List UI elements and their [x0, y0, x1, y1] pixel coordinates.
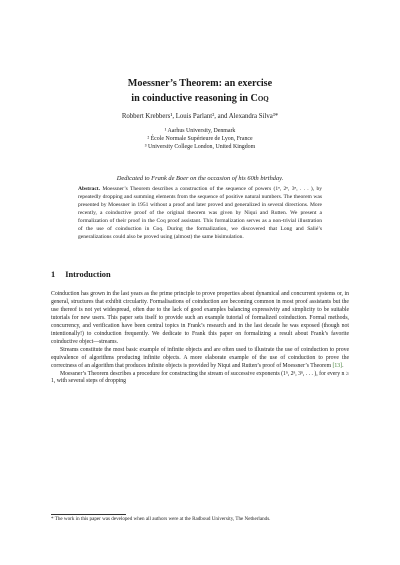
section-title: Introduction: [65, 270, 111, 279]
paragraph-2-text: Streams constitute the most basic example of infinite objects and are often used to illustrate the use of coinduction to prove equivalence of algorithms producing infinite objects. A more elaborate example of the use of coinduction to prove the correctness of an algorithm that produces infinite objects is provided by Niqui and Rutten’s proof of Moessner’s Theorem: [51, 346, 349, 369]
paragraph-1: Coinduction has grown in the last years as the prime principle to prove properties about dynamical and concurrent systems or, in general, structures that exhibit circularity. Formalisations of coinduction are becoming common in most proof assistants but the use thereof is not yet widespread, often due to the lack of good examples balancing expressivity and simplicity to be suitable tutorials for new users. This paper sets itself to provide such an example tutorial of formalized coinduction. Formal methods, concurrency, and verification have been central topics in Frank’s research and in the last decade he was exposed (though not intentionally!) to coinduction frequently. We dedicate to Frank this paper on formalizing a result about Frank’s favorite coinductive object—streams.: [51, 291, 349, 345]
abstract-label: Abstract.: [78, 186, 101, 192]
dedication: Dedicated to Frank de Boer on the occasion of his 60th birthday.: [116, 175, 284, 182]
paragraph-2-end: .: [342, 362, 344, 369]
author-list: Robbert Krebbers¹, Louis Parlant², and Alexandra Silva³*: [121, 113, 279, 120]
body-text: [51, 291, 349, 386]
paper-title-line-2: [40, 92, 360, 106]
abstract-text: Moessner’s Theorem describes a construction of the sequence of powers (1ⁿ, 2ⁿ, 3ⁿ, . . . ), by repeatedly dropping and summing elements from the sequence of positive natural numbers. The theorem was presented by Moessner in 1951 without a proof and later proved and generalized in several directions. More recently, a coinductive proof of the original theorem was given by Niqui and Rutten. We present a formalization of their proof in the Coq proof assistant. This formalization serves as a non-trivial illustration of the use of coinduction in Coq. During the formalization, we discovered that Long and Salié’s generalizations could also be proved using (almost) the same bisimulation.: [78, 186, 322, 240]
footnote-rule: [51, 514, 126, 515]
affiliation-2: ² École Normale Supérieure de Lyon, France: [147, 136, 253, 142]
section-heading: [51, 270, 121, 279]
affiliation-1: ¹ Aarhus University, Denmark: [164, 128, 236, 134]
paragraph-3: Moessner’s Theorem describes a procedure for constructing the stream of successive exponents (1ⁿ, 2ⁿ, 3ⁿ, . . . ), for every n ≥ 1, with several steps of dropping: [51, 370, 349, 385]
paper-title-line-1: Moessner’s Theorem: an exercise: [127, 78, 273, 89]
abstract: [78, 186, 322, 242]
footnote: * The work in this paper was developed when all authors were at the Radboud University, The Netherlands.: [51, 516, 271, 522]
title-coq: Coq: [250, 93, 269, 104]
section-number: 1: [51, 270, 56, 279]
paragraph-2: [51, 347, 349, 371]
affiliation-3: ³ University College London, United Kingdom: [144, 144, 256, 150]
citation-link[interactable]: [13]: [332, 362, 343, 369]
title-text: in coinductive reasoning in: [131, 93, 251, 104]
